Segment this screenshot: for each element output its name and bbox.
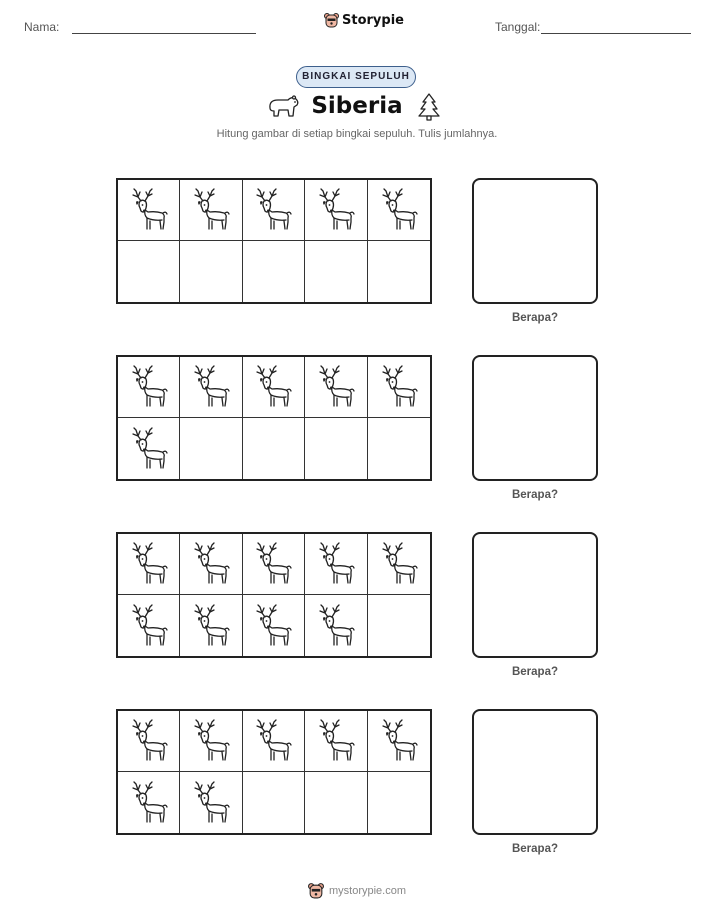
- ten-frame-cell: [180, 357, 242, 418]
- reindeer-icon: [191, 781, 231, 825]
- ten-frame-4: [116, 709, 432, 835]
- ten-frame-cell: [118, 418, 180, 479]
- footer-url[interactable]: mystorypie.com: [328, 884, 407, 897]
- bear-icon: [324, 12, 339, 28]
- page-title: Siberia: [311, 93, 403, 119]
- worksheet-badge: BINGKAI SEPULUH: [296, 66, 416, 88]
- reindeer-icon: [253, 188, 293, 232]
- answer-box-3[interactable]: [472, 532, 598, 658]
- name-label: Nama:: [24, 20, 60, 34]
- ten-frame-cell: [305, 595, 367, 656]
- answer-box-1[interactable]: [472, 178, 598, 304]
- reindeer-icon: [129, 604, 169, 648]
- ten-frame-cell: [243, 711, 305, 772]
- reindeer-icon: [191, 188, 231, 232]
- ten-frame-cell: [180, 772, 242, 833]
- reindeer-icon: [379, 188, 419, 232]
- reindeer-icon: [129, 365, 169, 409]
- ten-frame-cell: [305, 241, 367, 302]
- ten-frame-cell: [305, 180, 367, 241]
- date-line[interactable]: [541, 33, 691, 34]
- ten-frame-cell: [305, 357, 367, 418]
- ten-frame-cell: [118, 711, 180, 772]
- ten-frame-cell: [180, 241, 242, 302]
- reindeer-icon: [316, 719, 356, 763]
- ten-frame-cell: [118, 241, 180, 302]
- ten-frame-cell: [368, 241, 430, 302]
- brand-logo: [324, 12, 404, 28]
- ten-frame-cell: [118, 595, 180, 656]
- answer-label-1: Berapa?: [511, 312, 559, 324]
- reindeer-icon: [316, 604, 356, 648]
- reindeer-icon: [191, 719, 231, 763]
- answer-label-4: Berapa?: [511, 843, 559, 855]
- ten-frame-cell: [180, 534, 242, 595]
- reindeer-icon: [253, 604, 293, 648]
- ten-frame-cell: [368, 711, 430, 772]
- reindeer-icon: [191, 365, 231, 409]
- ten-frame-2: [116, 355, 432, 481]
- reindeer-icon: [191, 542, 231, 586]
- ten-frame-cell: [368, 418, 430, 479]
- ten-frame-cell: [118, 357, 180, 418]
- reindeer-icon: [129, 542, 169, 586]
- bear-icon: [308, 882, 324, 899]
- ten-frame-cell: [368, 357, 430, 418]
- ten-frame-cell: [243, 357, 305, 418]
- ten-frame-3: [116, 532, 432, 658]
- ten-frame-cell: [305, 772, 367, 833]
- reindeer-icon: [129, 781, 169, 825]
- reindeer-icon: [379, 365, 419, 409]
- ten-frame-cell: [118, 772, 180, 833]
- name-line[interactable]: [72, 33, 256, 34]
- pine-tree-icon: [416, 92, 442, 122]
- reindeer-icon: [379, 719, 419, 763]
- ten-frame-cell: [180, 418, 242, 479]
- reindeer-icon: [253, 719, 293, 763]
- ten-frame-cell: [243, 241, 305, 302]
- ten-frame-cell: [368, 772, 430, 833]
- reindeer-icon: [129, 188, 169, 232]
- reindeer-icon: [316, 365, 356, 409]
- reindeer-icon: [191, 604, 231, 648]
- reindeer-icon: [316, 188, 356, 232]
- ten-frame-cell: [243, 418, 305, 479]
- ten-frame-cell: [243, 595, 305, 656]
- ten-frame-cell: [243, 534, 305, 595]
- ten-frame-cell: [118, 180, 180, 241]
- reindeer-icon: [129, 427, 169, 471]
- reindeer-icon: [379, 542, 419, 586]
- ten-frame-cell: [243, 180, 305, 241]
- ten-frame-cell: [305, 711, 367, 772]
- ten-frame-cell: [243, 772, 305, 833]
- ten-frame-cell: [368, 180, 430, 241]
- reindeer-icon: [129, 719, 169, 763]
- answer-label-3: Berapa?: [511, 666, 559, 678]
- footer: [0, 882, 714, 899]
- ten-frame-cell: [180, 595, 242, 656]
- ten-frame-cell: [118, 534, 180, 595]
- reindeer-icon: [253, 542, 293, 586]
- answer-box-4[interactable]: [472, 709, 598, 835]
- ten-frame-1: [116, 178, 432, 304]
- ten-frame-cell: [180, 711, 242, 772]
- answer-box-2[interactable]: [472, 355, 598, 481]
- reindeer-icon: [316, 542, 356, 586]
- brand-name: Storypie: [342, 12, 404, 28]
- reindeer-icon: [253, 365, 293, 409]
- date-label: Tanggal:: [495, 20, 541, 34]
- ten-frame-cell: [368, 534, 430, 595]
- ten-frame-cell: [305, 534, 367, 595]
- ten-frame-cell: [368, 595, 430, 656]
- answer-label-2: Berapa?: [511, 489, 559, 501]
- ten-frame-cell: [180, 180, 242, 241]
- instructions: Hitung gambar di setiap bingkai sepuluh. Tulis jumlahnya.: [216, 128, 498, 140]
- ten-frame-cell: [305, 418, 367, 479]
